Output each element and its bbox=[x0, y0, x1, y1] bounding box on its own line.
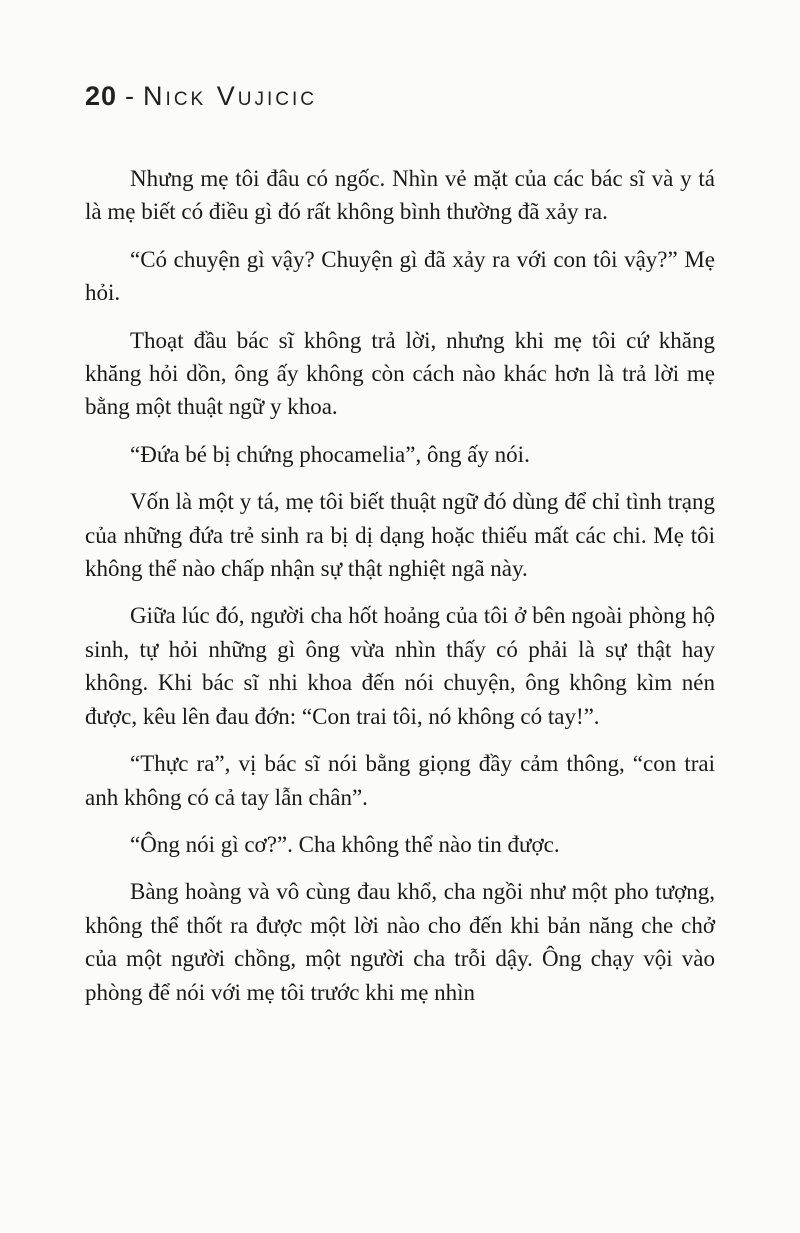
paragraph: “Thực ra”, vị bác sĩ nói bằng giọng đầy cảm thông, “con trai anh không có cả tay lẫn chân”. bbox=[85, 751, 715, 810]
paragraph: Giữa lúc đó, người cha hốt hoảng của tôi ở bên ngoài phòng hộ sinh, tự hỏi những gì ông vừa nhìn thấy có phải là sự thật hay không. Khi bác sĩ nhi khoa đến nói chuyện, ông không kìm nén được, kêu lên đau đớn: “Con trai tôi, nó không có tay!”. bbox=[85, 603, 715, 729]
body-text bbox=[85, 162, 715, 1009]
page-number: 20 bbox=[85, 81, 118, 111]
paragraph: “Có chuyện gì vậy? Chuyện gì đã xảy ra với con tôi vậy?” Mẹ hỏi. bbox=[85, 246, 715, 306]
running-header bbox=[85, 80, 317, 112]
header-separator: - bbox=[125, 81, 138, 111]
paragraph: Bàng hoàng và vô cùng đau khổ, cha ngồi như một pho tượng, không thể thốt ra được một lời nào cho đến khi bản năng che chở của một người chồng, một người cha trỗi dậy. Ông chạy vội vào phòng để nói với mẹ tôi trước khi mẹ nhìn bbox=[85, 879, 715, 1005]
paragraph: Nhưng mẹ tôi đâu có ngốc. Nhìn vẻ mặt của các bác sĩ và y tá là mẹ biết có điều gì đó rất không bình thường đã xảy ra. bbox=[85, 166, 715, 225]
paragraph: “Đứa bé bị chứng phocamelia”, ông ấy nói. bbox=[130, 441, 530, 467]
paragraph: Vốn là một y tá, mẹ tôi biết thuật ngữ đó dùng để chỉ tình trạng của những đứa trẻ sinh ra bị dị dạng hoặc thiếu mất các chi. Mẹ tôi không thể nào chấp nhận sự thật nghiệt ngã này. bbox=[85, 489, 715, 582]
paragraph: “Ông nói gì cơ?”. Cha không thể nào tin được. bbox=[130, 831, 560, 857]
paragraph: Thoạt đầu bác sĩ không trả lời, nhưng khi mẹ tôi cứ khăng khăng hỏi dồn, ông ấy không còn cách nào khác hơn là trả lời mẹ bằng một thuật ngữ y khoa. bbox=[85, 327, 715, 420]
author-name: Nick Vujicic bbox=[143, 81, 317, 111]
